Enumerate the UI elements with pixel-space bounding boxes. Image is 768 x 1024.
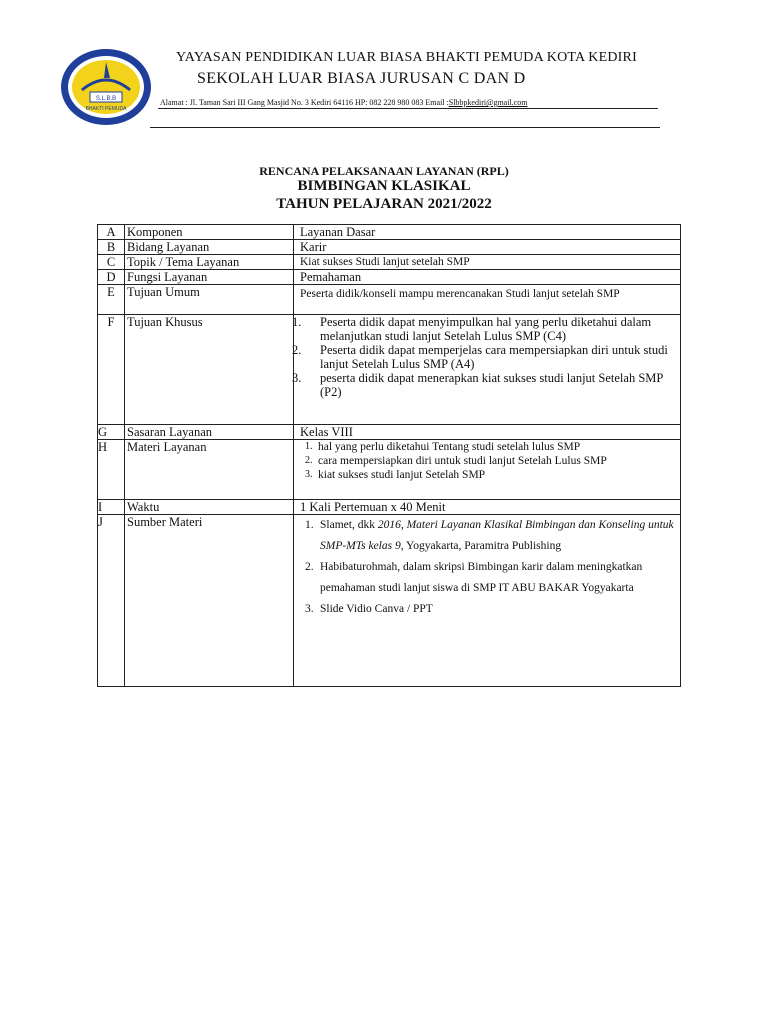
objectives-list xyxy=(292,315,678,399)
table-row xyxy=(98,500,681,515)
table-row xyxy=(98,425,681,440)
table-row xyxy=(98,440,681,500)
row-value: 1 Kali Pertemuan x 40 Menit xyxy=(294,500,681,515)
list-text: peserta didik dapat menerapkan kiat sukses studi lanjut Setelah SMP (P2) xyxy=(320,371,663,399)
row-code: E xyxy=(98,285,125,315)
list-item xyxy=(292,315,678,343)
logo-text-bottom: BHAKTI PEMUDA xyxy=(85,106,127,112)
row-value xyxy=(294,315,681,425)
address-text: Alamat : Jl. Taman Sari III Gang Masjid No. 3 Kediri 64116 HP: 082 228 980 083 Email : xyxy=(160,98,449,107)
doc-subtitle: BIMBINGAN KLASIKAL xyxy=(297,178,471,194)
school-address xyxy=(160,98,527,107)
row-value xyxy=(294,440,681,500)
school-name: SEKOLAH LUAR BIASA JURUSAN C DAN D xyxy=(197,70,526,87)
list-item xyxy=(292,343,678,371)
row-label: Materi Layanan xyxy=(125,440,294,500)
list-text: Peserta didik dapat memperjelas cara mempersiapkan diri untuk studi lanjut Setelah Lulus SMP (A4) xyxy=(320,343,668,371)
list-number: 1. xyxy=(292,315,302,329)
row-code: F xyxy=(98,315,125,425)
list-item xyxy=(300,468,678,482)
email-link[interactable]: Slbbpkediri@gmail.com xyxy=(448,98,528,107)
row-code: J xyxy=(98,515,125,687)
list-text: Slide Vidio Canva / PPT xyxy=(320,603,433,615)
list-number: 2. xyxy=(305,455,313,466)
table-row xyxy=(98,315,681,425)
row-value: Peserta didik/konseli mampu merencanakan Studi lanjut setelah SMP xyxy=(294,285,681,315)
doc-title: RENCANA PELAKSANAAN LAYANAN (RPL) xyxy=(259,164,509,178)
row-label: Sumber Materi xyxy=(125,515,294,687)
list-number: 3. xyxy=(305,469,313,480)
list-item xyxy=(292,371,678,399)
list-text: hal yang perlu diketahui Tentang studi setelah lulus SMP xyxy=(318,441,581,453)
row-value: Kiat sukses Studi lanjut setelah SMP xyxy=(294,255,681,270)
sources-list xyxy=(300,515,678,620)
list-text: Peserta didik dapat menyimpulkan hal yang perlu diketahui dalam melanjutkan studi lanjut Setelah Lulus SMP (C4) xyxy=(320,315,652,343)
row-code: D xyxy=(98,270,125,285)
rpl-table xyxy=(97,224,681,687)
logo-text-top: S.L.B.B xyxy=(95,96,117,102)
header-underline xyxy=(158,108,658,109)
list-item xyxy=(300,454,678,468)
source-author: Slamet, dkk xyxy=(320,519,378,531)
row-code: I xyxy=(98,500,125,515)
row-label: Sasaran Layanan xyxy=(125,425,294,440)
row-value: Kelas VIII xyxy=(294,425,681,440)
table-row xyxy=(98,285,681,315)
source-publisher: , Yogyakarta, Paramitra Publishing xyxy=(400,540,562,552)
table-row xyxy=(98,225,681,240)
row-label: Tujuan Khusus xyxy=(125,315,294,425)
list-number: 3. xyxy=(305,603,314,615)
list-number: 2. xyxy=(305,561,314,573)
row-value xyxy=(294,515,681,687)
list-item xyxy=(300,515,678,557)
doc-year: TAHUN PELAJARAN 2021/2022 xyxy=(276,196,492,212)
list-number: 1. xyxy=(305,441,313,452)
list-item xyxy=(300,440,678,454)
row-code: G xyxy=(98,425,125,440)
list-item xyxy=(300,557,678,599)
materials-list xyxy=(300,440,678,482)
list-number: 3. xyxy=(292,371,302,385)
list-text: kiat sukses studi lanjut Setelah SMP xyxy=(318,469,486,481)
row-value: Karir xyxy=(294,240,681,255)
table-row xyxy=(98,240,681,255)
list-number: 1. xyxy=(305,519,314,531)
row-value: Pemahaman xyxy=(294,270,681,285)
row-code: B xyxy=(98,240,125,255)
row-label: Waktu xyxy=(125,500,294,515)
source-title: 2016, Materi Layanan Klasikal Bimbingan dan Konseling untuk SMP-MTs kelas 9 xyxy=(320,519,674,552)
table-row xyxy=(98,270,681,285)
row-code: C xyxy=(98,255,125,270)
row-code: H xyxy=(98,440,125,500)
list-text: Habibaturohmah, dalam skripsi Bimbingan karir dalam meningkatkan pemahaman studi lanjut siswa di SMP IT ABU BAKAR Yogyakarta xyxy=(320,561,643,594)
row-label: Bidang Layanan xyxy=(125,240,294,255)
row-label: Fungsi Layanan xyxy=(125,270,294,285)
list-number: 2. xyxy=(292,343,302,357)
row-value: Layanan Dasar xyxy=(294,225,681,240)
row-code: A xyxy=(98,225,125,240)
table-row xyxy=(98,255,681,270)
foundation-name: YAYASAN PENDIDIKAN LUAR BIASA BHAKTI PEMUDA KOTA KEDIRI xyxy=(176,50,637,65)
row-label: Topik / Tema Layanan xyxy=(125,255,294,270)
list-item xyxy=(300,599,678,620)
header-divider xyxy=(150,127,660,128)
list-text: cara mempersiapkan diri untuk studi lanjut Setelah Lulus SMP xyxy=(318,455,607,467)
table-row xyxy=(98,515,681,687)
row-label: Komponen xyxy=(125,225,294,240)
row-label: Tujuan Umum xyxy=(125,285,294,315)
